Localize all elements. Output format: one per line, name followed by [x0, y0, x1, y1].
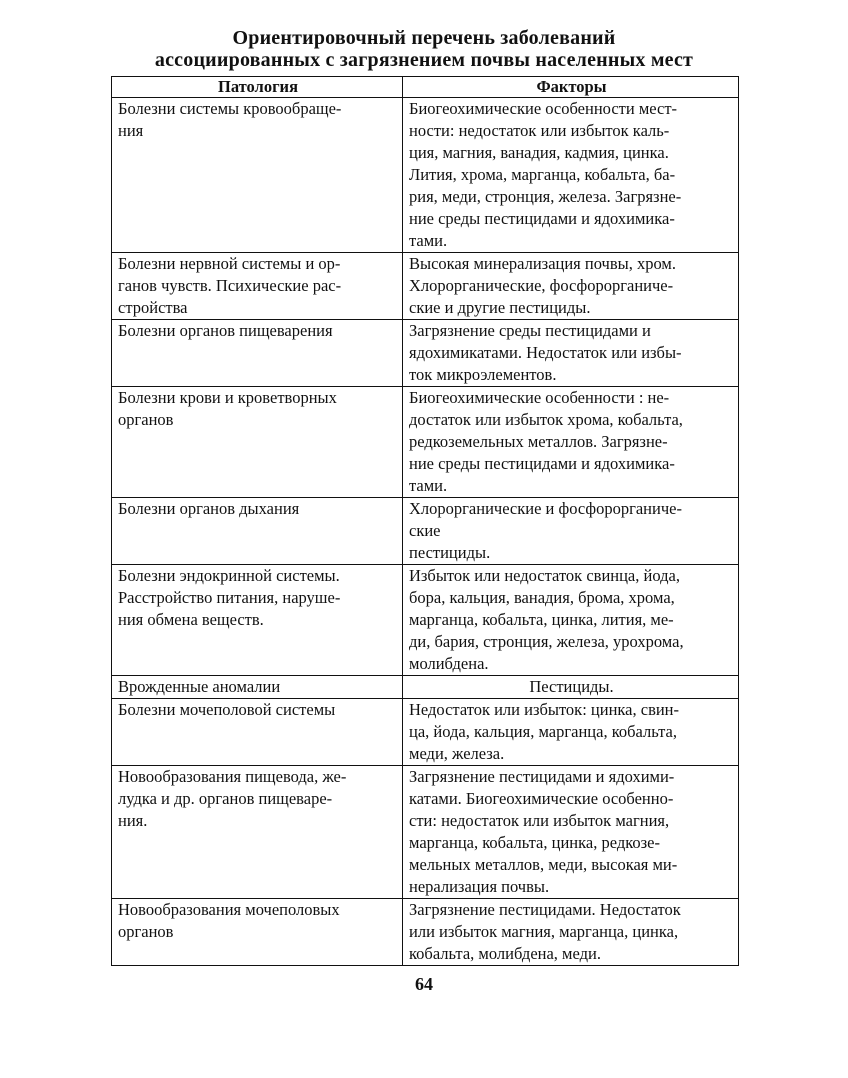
table-header-row	[112, 77, 739, 98]
pathology-text-line: ния обмена веществ.	[118, 610, 264, 629]
factors-text-line: ядохимикатами. Недостаток или избы-	[409, 343, 682, 362]
table-row	[112, 498, 739, 565]
header-pathology: Патология	[112, 77, 403, 98]
factors-text-line: пестициды.	[409, 543, 491, 562]
factors-text-line: ские и другие пестициды.	[409, 298, 591, 317]
factors-text-line: Загрязнение пестицидами и ядохими-	[409, 767, 675, 786]
pathology-text-line: Расстройство питания, наруше-	[118, 588, 341, 607]
pathology-text-line: Врожденные аномалии	[118, 677, 281, 696]
pathology-cell	[112, 899, 403, 966]
factors-cell	[403, 676, 739, 699]
pathology-text-line: Болезни мочеполовой системы	[118, 700, 336, 719]
factors-text-line: ности: недостаток или избыток каль-	[409, 121, 670, 140]
table-row	[112, 899, 739, 966]
factors-text-line: или избыток магния, марганца, цинка,	[409, 922, 679, 941]
factors-text-line: кобальта, молибдена, меди.	[409, 944, 601, 963]
pathology-text-line: Болезни органов дыхания	[118, 499, 300, 518]
factors-text-line: Биогеохимические особенности : не-	[409, 388, 670, 407]
factors-text-line: бора, кальция, ванадия, брома, хрома,	[409, 588, 675, 607]
document-title-line-1: Ориентировочный перечень заболеваний	[232, 27, 616, 49]
pathology-text-line: лудка и др. органов пищеваре-	[118, 789, 333, 808]
factors-text-line: Загрязнение среды пестицидами и	[409, 321, 651, 340]
pathology-cell	[112, 387, 403, 498]
pathology-text-line: Болезни эндокринной системы.	[118, 566, 340, 585]
pathology-text-line: ния	[118, 121, 144, 140]
pathology-cell	[112, 699, 403, 766]
header-factors: Факторы	[403, 77, 739, 98]
factors-cell	[403, 320, 739, 387]
factors-text-line: Недостаток или избыток: цинка, свин-	[409, 700, 680, 719]
disease-factors-table	[111, 76, 739, 966]
pathology-cell	[112, 320, 403, 387]
factors-text-line: Хлорорганические, фосфорорганиче-	[409, 276, 674, 295]
pathology-text-line: органов	[118, 922, 174, 941]
table-row	[112, 676, 739, 699]
page-number: 64	[415, 974, 433, 994]
pathology-text-line: Болезни органов пищеварения	[118, 321, 333, 340]
pathology-text-line: ганов чувств. Психические рас-	[118, 276, 342, 295]
factors-text-line: нерализация почвы.	[409, 877, 550, 896]
table-row	[112, 565, 739, 676]
table-row	[112, 766, 739, 899]
table-body	[112, 98, 739, 966]
pathology-text-line: Болезни крови и кроветворных	[118, 388, 337, 407]
factors-text-line: Избыток или недостаток свинца, йода,	[409, 566, 680, 585]
factors-text-line: тами.	[409, 476, 448, 495]
document-title-line-2: ассоциированных с загрязнением почвы населенных мест	[154, 49, 694, 71]
pathology-cell	[112, 253, 403, 320]
factors-text-line: Биогеохимические особенности мест-	[409, 99, 678, 118]
pathology-cell	[112, 676, 403, 699]
pathology-text-line: органов	[118, 410, 174, 429]
pathology-text-line: Болезни нервной системы и ор-	[118, 254, 341, 273]
factors-text-line: ние среды пестицидами и ядохимика-	[409, 209, 675, 228]
pathology-cell	[112, 565, 403, 676]
factors-text-line: ди, бария, стронция, железа, урохрома,	[409, 632, 684, 651]
factors-text-line: ца, йода, кальция, марганца, кобальта,	[409, 722, 677, 741]
factors-text-line: ские	[409, 521, 441, 540]
factors-text-line: редкоземельных металлов. Загрязне-	[409, 432, 668, 451]
table-row	[112, 387, 739, 498]
factors-text-line: марганца, кобальта, цинка, лития, ме-	[409, 610, 674, 629]
factors-text-line: мельных металлов, меди, высокая ми-	[409, 855, 678, 874]
factors-text-line: меди, железа.	[409, 744, 505, 763]
pathology-cell	[112, 98, 403, 253]
factors-text-line: марганца, кобальта, цинка, редкозе-	[409, 833, 660, 852]
table-row	[112, 253, 739, 320]
factors-text-line: Хлорорганические и фосфорорганиче-	[409, 499, 682, 518]
factors-text-line: рия, меди, стронция, железа. Загрязне-	[409, 187, 682, 206]
pathology-text-line: Новообразования мочеполовых	[118, 900, 340, 919]
factors-text-line: молибдена.	[409, 654, 489, 673]
factors-text-line: сти: недостаток или избыток магния,	[409, 811, 670, 830]
factors-cell	[403, 699, 739, 766]
factors-text-line: Лития, хрома, марганца, кобальта, ба-	[409, 165, 676, 184]
factors-text-line: Пестициды.	[529, 677, 614, 696]
factors-text-line: катами. Биогеохимические особенно-	[409, 789, 674, 808]
pathology-text-line: ния.	[118, 811, 148, 830]
factors-text-line: ние среды пестицидами и ядохимика-	[409, 454, 675, 473]
pathology-cell	[112, 498, 403, 565]
factors-text-line: ток микроэлементов.	[409, 365, 557, 384]
factors-cell	[403, 899, 739, 966]
factors-cell	[403, 387, 739, 498]
pathology-text-line: Новообразования пищевода, же-	[118, 767, 347, 786]
factors-cell	[403, 498, 739, 565]
factors-cell	[403, 98, 739, 253]
factors-cell	[403, 565, 739, 676]
pathology-cell	[112, 766, 403, 899]
factors-cell	[403, 766, 739, 899]
factors-text-line: Высокая минерализация почвы, хром.	[409, 254, 676, 273]
factors-cell	[403, 253, 739, 320]
table-row	[112, 699, 739, 766]
factors-text-line: достаток или избыток хрома, кобальта,	[409, 410, 683, 429]
factors-text-line: ция, магния, ванадия, кадмия, цинка.	[409, 143, 669, 162]
table-row	[112, 320, 739, 387]
factors-text-line: Загрязнение пестицидами. Недостаток	[409, 900, 681, 919]
pathology-text-line: стройства	[118, 298, 188, 317]
factors-text-line: тами.	[409, 231, 448, 250]
table-row	[112, 98, 739, 253]
pathology-text-line: Болезни системы кровообраще-	[118, 99, 342, 118]
